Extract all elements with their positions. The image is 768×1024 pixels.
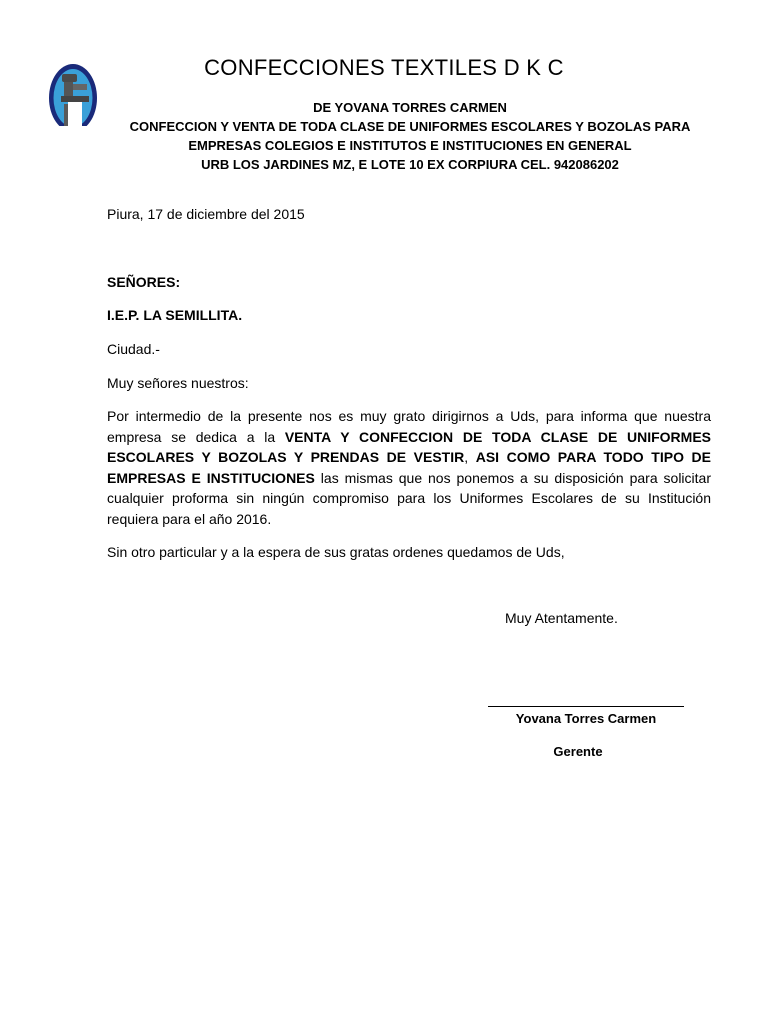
business-description-line: CONFECCION Y VENTA DE TODA CLASE DE UNIFORMES ESCOLARES Y BOZOLAS PARA xyxy=(129,119,691,134)
recipient-title: SEÑORES: xyxy=(107,274,181,290)
body-text: Por intermedio de la presente nos es muy grato dirigirnos a Uds, para informa que nuestra empresa se dedica a la xyxy=(107,408,711,445)
signer-name: Yovana Torres Carmen xyxy=(515,711,657,726)
company-name: CONFECCIONES TEXTILES D K C xyxy=(204,55,564,80)
letter-date: Piura, 17 de diciembre del 2015 xyxy=(107,206,305,222)
body-text: las mismas que nos ponemos a su disposición para solicitar cualquier proforma sin ningún compromiso para los Uniformes Escolares de su Institución requiera para el año 2016. xyxy=(107,469,711,527)
body-bold-text: ASI COMO PARA TODO TIPO DE EMPRESAS E INSTITUCIONES xyxy=(107,449,711,486)
letterhead-details xyxy=(100,98,720,174)
greeting: Muy señores nuestros: xyxy=(107,375,249,391)
address-line: URB LOS JARDINES MZ, E LOTE 10 EX CORPIURA CEL. 942086202 xyxy=(201,157,619,172)
body-text: , xyxy=(464,449,476,465)
signer-role: Gerente xyxy=(553,744,603,759)
owner-line: DE YOVANA TORRES CARMEN xyxy=(313,100,507,115)
business-description-line: EMPRESAS COLEGIOS E INSTITUTOS E INSTITUCIONES EN GENERAL xyxy=(188,138,632,153)
recipient-city: Ciudad.- xyxy=(107,341,160,357)
recipient-name: I.E.P. LA SEMILLITA. xyxy=(107,307,243,323)
sign-off: Muy Atentamente. xyxy=(505,610,618,626)
letter-body xyxy=(107,406,711,529)
closing-sentence: Sin otro particular y a la espera de sus gratas ordenes quedamos de Uds, xyxy=(107,544,565,560)
signature-line xyxy=(488,706,684,707)
body-bold-text: VENTA Y CONFECCION DE TODA CLASE DE UNIFORMES ESCOLARES Y BOZOLAS Y PRENDAS DE VESTIR xyxy=(107,428,712,465)
